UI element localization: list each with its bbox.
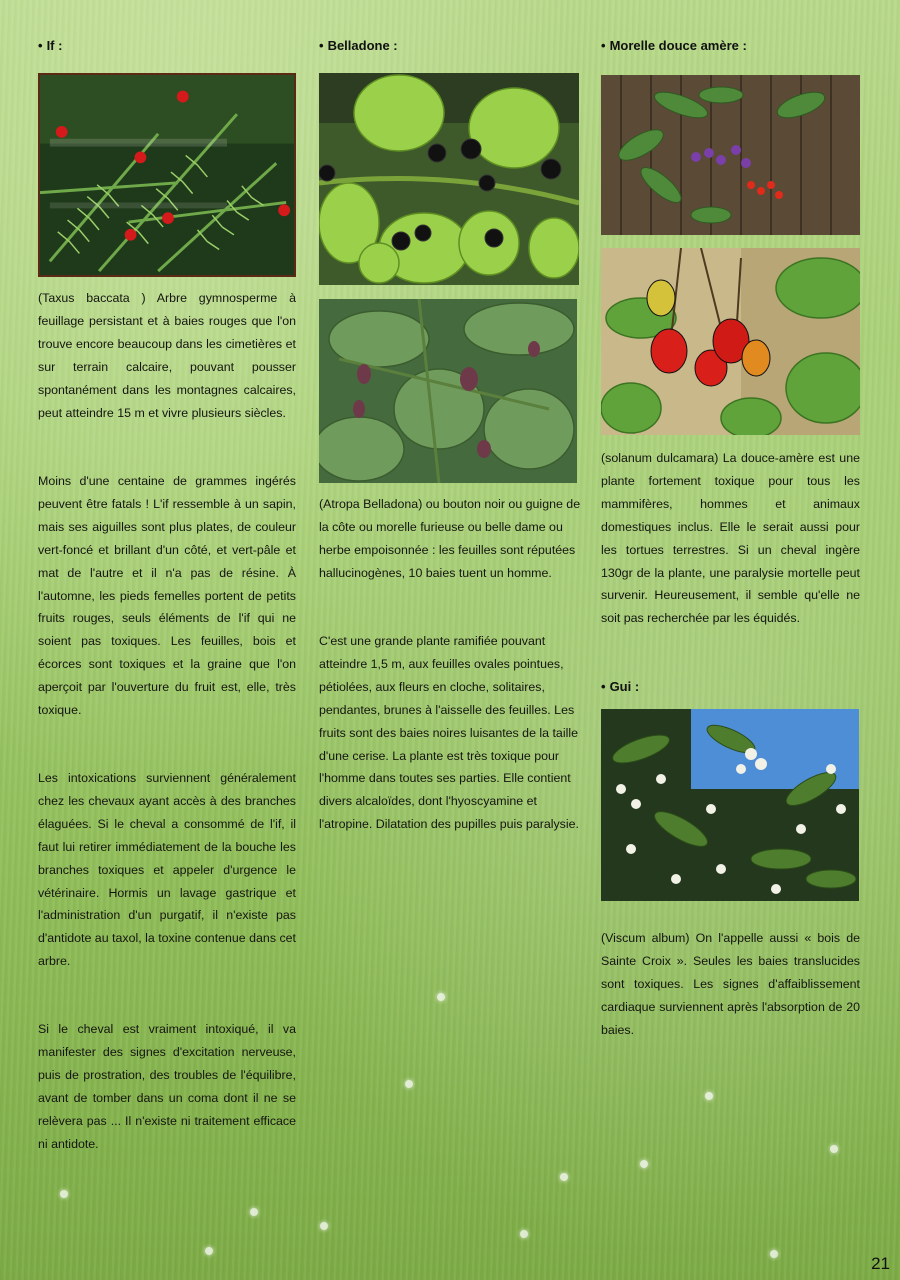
mistletoe-photo <box>601 709 859 901</box>
gui-paragraph-1: (Viscum album) On l'appelle aussi « bois de Sainte Croix ». Seules les baies translucides sont toxiques. Les signes d'affaiblissement cardiaque surviennent après l'absorption de 20 baies. <box>601 931 860 1037</box>
if-paragraph-3: Les intoxications surviennent généralement chez les chevaux ayant accès à des branches élaguées. Si le cheval a consommé de l'if, il faut lui retirer immédiatement de la bouche les branches toxiques et appeler d'urgence le vétérinaire. Hormis un lavage gastrique et l'administration d'un purgatif, il n'existe pas d'antidote au taxol, la toxine contenue dans cet arbre. <box>38 771 296 969</box>
if-paragraph-1: (Taxus baccata ) Arbre gymnosperme à feuillage persistant et à baies rouges que l'on trouve encore beaucoup dans les cimetières et sur terrain calcaire, pouvant pousser spontanément dans les montagnes calcaires, peut atteindre 15 m et vivre plusieurs siècles. <box>38 291 296 420</box>
morelle-heading: • Morelle douce amère : <box>601 38 747 53</box>
if-heading: • If : <box>38 38 63 53</box>
if-paragraph-2: Moins d'une centaine de grammes ingérés peuvent être fatals ! L'if ressemble à un sapin, mais ses aiguilles sont plus plates, de couleur vert-foncé et brillant d'un côté, et vert-pâle et mat de l'autre et il n'a pas de résine. À l'automne, les pieds femelles portent de petits fruits rouges, seuls éléments de l'if qui ne soient pas toxiques. Les feuilles, bois et écorces sont toxiques et la graine que l'on aperçoit par l'ouverture du fruit est, elle, très toxique. <box>38 474 296 718</box>
belladonna-flowers-photo <box>319 299 577 483</box>
bittersweet-berries-photo <box>601 248 860 435</box>
yew-branch-photo <box>38 73 296 277</box>
if-paragraph-4: Si le cheval est vraiment intoxiqué, il va manifester des signes d'excitation nerveuse, puis de prostration, des troubles de l'équilibre, avant de tomber dans un coma dont il ne se relèvera pas ... Il n'existe ni traitement efficace ni antidote. <box>38 1022 296 1151</box>
page-number: 21 <box>871 1254 890 1273</box>
belladone-heading: • Belladone : <box>319 38 398 53</box>
belladone-paragraph-1: (Atropa Belladona) ou bouton noir ou guigne de la côte ou morelle furieuse ou belle dame ou herbe empoisonnée : les feuilles sont réputées hallucinogènes, 10 baies tuent un homme. <box>319 497 581 580</box>
belladonna-berries-photo <box>319 73 579 285</box>
bittersweet-flowers-photo <box>601 75 860 235</box>
gui-heading: • Gui : <box>601 679 640 694</box>
belladone-paragraph-2: C'est une grande plante ramifiée pouvant atteindre 1,5 m, aux feuilles ovales pointues, pétiolées, aux fleurs en cloche, solitaires, pendantes, brunes à l'aisselle des feuilles. Les fruits sont des baies noires luisantes de la taille d'une cerise. La plante est très toxique pour l'homme dans toutes ses parties. Elle contient divers alcaloïdes, dont l'hyoscyamine et l'atropine. Dilatation des pupilles puis paralysie. <box>319 634 579 832</box>
morelle-paragraph-1: (solanum dulcamara) La douce-amère est une plante fortement toxique pour tous les mammifères, hommes et animaux domestiques inclus. Elle le serait aussi pour les tortues terrestres. Si un cheval ingère 130gr de la plante, une paralysie mortelle peut survenir. Heureusement, il semble qu'elle ne soit pas recherchée par les équidés. <box>601 451 860 626</box>
